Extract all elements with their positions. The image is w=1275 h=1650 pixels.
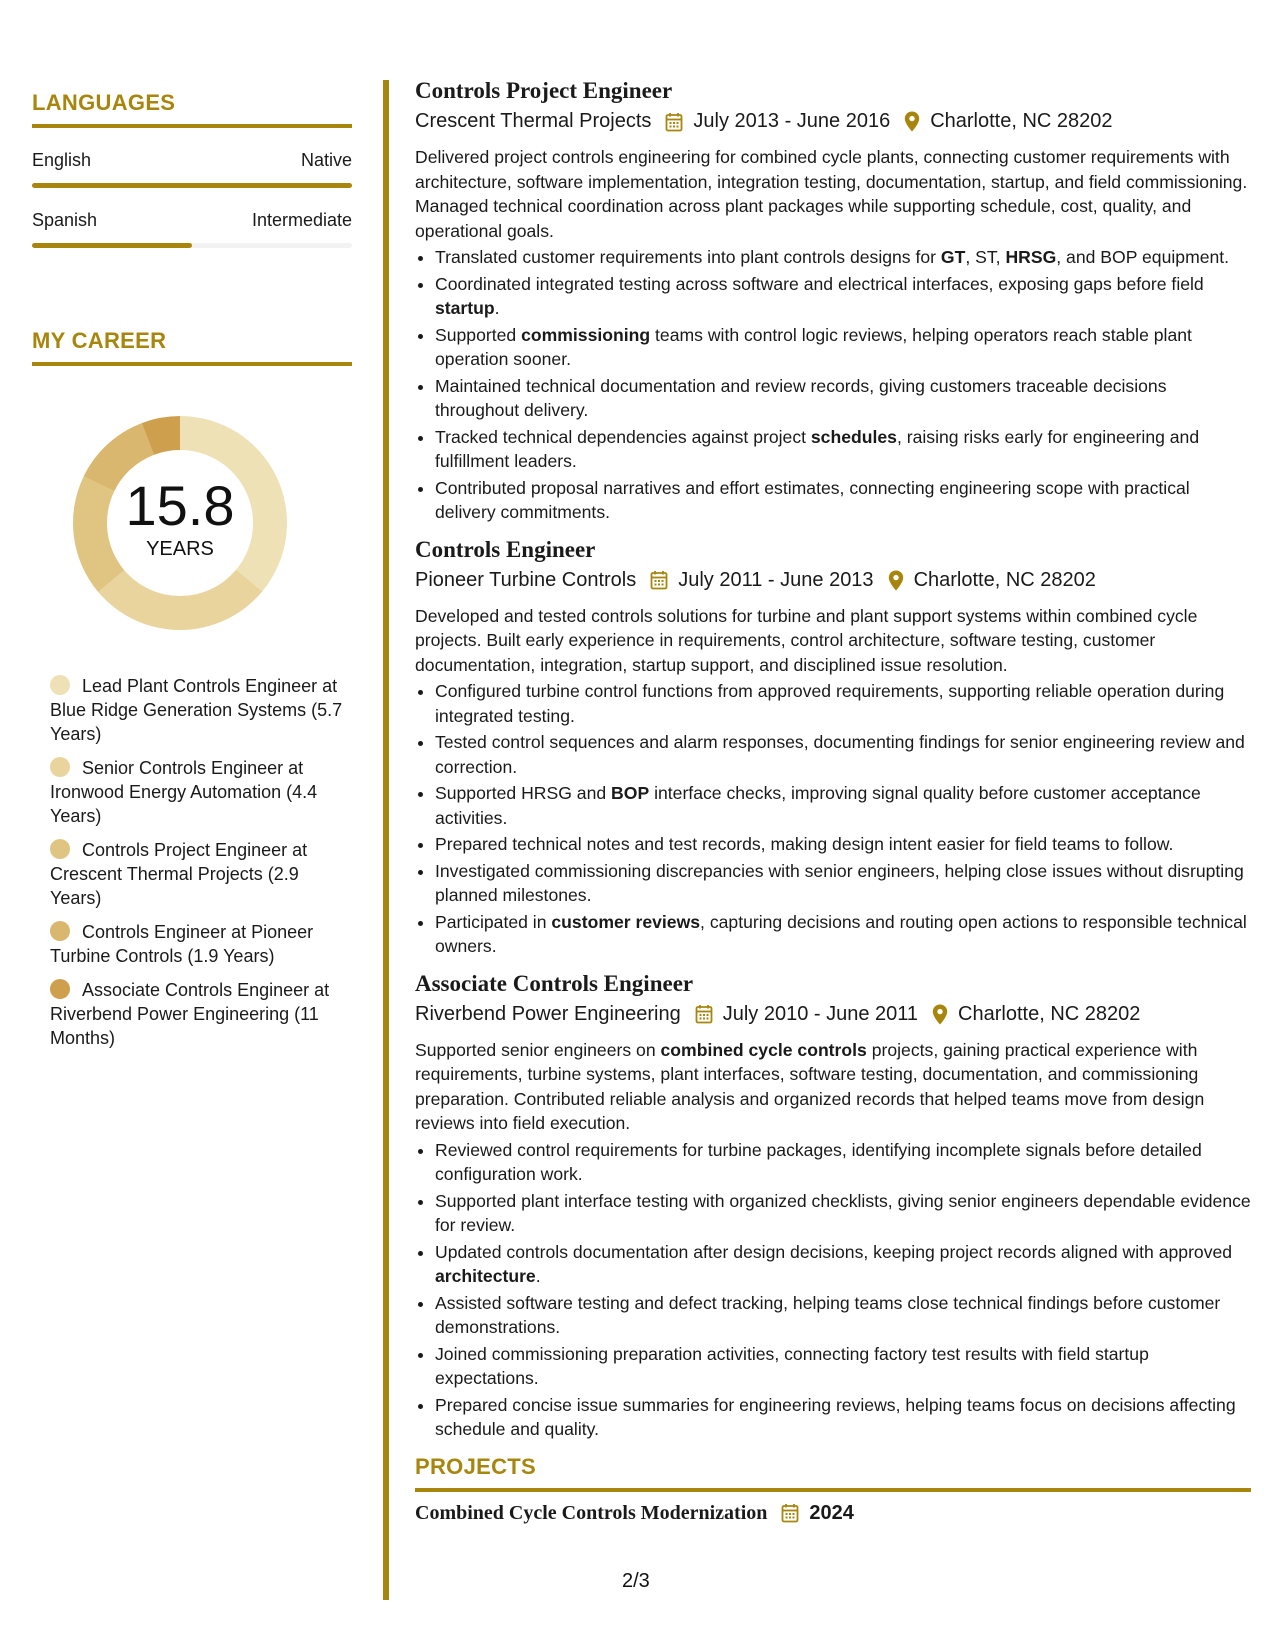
text-run: Configured turbine control functions from approved requirements, supporting reliable operation during integrated testing. [435, 681, 1225, 726]
job-title: Controls Engineer [415, 536, 596, 562]
column-divider [383, 80, 389, 1600]
language-name: Spanish [32, 210, 98, 230]
language-level: Intermediate [251, 210, 352, 230]
languages-heading: LANGUAGES [32, 90, 352, 128]
bullet-item [435, 730, 1251, 779]
job-location: Charlotte, NC 28202 [958, 1002, 1141, 1025]
text-run: Contributed proposal narratives and effort estimates, connecting engineering scope with practical delivery commitments. [435, 477, 1190, 522]
legend-color-dot [50, 839, 70, 859]
job-meta [415, 110, 1251, 133]
language-proficiency-fill [32, 183, 352, 188]
job-entry [415, 537, 1251, 959]
bullet-item [435, 679, 1251, 728]
bullet-item [435, 1240, 1251, 1289]
career-legend-item [50, 920, 352, 968]
text-run: Supported HRSG and [435, 783, 612, 803]
text-run: interface checks, improving signal quality before customer acceptance activities. [435, 783, 1201, 828]
text-run: Participated in [435, 911, 552, 932]
bullet-item [435, 859, 1251, 908]
text-run: Assisted software testing and defect tracking, helping teams close technical findings before customer demonstrations. [435, 1292, 1221, 1337]
bullet-item [435, 781, 1251, 830]
job-entry [415, 971, 1251, 1442]
calendar-icon [665, 112, 683, 132]
legend-label: Controls Project Engineer at Crescent Thermal Projects (2.9 Years) [50, 840, 308, 908]
career-total-unit: YEARS [146, 538, 214, 560]
career-legend [50, 674, 352, 1050]
company-name: Crescent Thermal Projects [415, 110, 652, 132]
bold-text: architecture [435, 1266, 536, 1286]
text-run: Supported [435, 324, 522, 345]
language-row [32, 150, 352, 171]
text-run: Prepared technical notes and test records, making design intent easier for field teams to follow. [435, 834, 1174, 854]
language-proficiency-bar [32, 183, 352, 188]
bold-text: commissioning [521, 324, 651, 345]
career-legend-item [50, 978, 352, 1050]
projects-list [415, 1502, 1251, 1525]
text-run: Joined commissioning preparation activities, connecting factory test results with field startup expectations. [435, 1343, 1149, 1388]
legend-color-dot [50, 921, 70, 941]
bold-text: combined cycle controls [660, 1039, 867, 1060]
bullet-item [435, 1342, 1251, 1391]
bullet-item [435, 832, 1251, 857]
legend-label: Senior Controls Engineer at Ironwood Energy Automation (4.4 Years) [50, 758, 318, 826]
job-summary [415, 1038, 1251, 1136]
career-legend-item [50, 756, 352, 828]
company-name: Pioneer Turbine Controls [415, 568, 637, 591]
job-title: Controls Project Engineer [415, 78, 673, 103]
text-run: projects, gaining practical experience with requirements, turbine systems, plant interfaces, software testing, documentation, and commissioning preparation. Contributed reliable analysis and organized records that helped teams move from design reviews into field execution. [415, 1039, 1205, 1133]
calendar-icon [650, 570, 668, 590]
bullet-item [435, 425, 1251, 474]
text-run: Supported plant interface testing with organized checklists, giving senior engineers dependable evidence for review. [435, 1190, 1251, 1235]
text-run: Maintained technical documentation and review records, giving customers traceable decisions throughout delivery. [435, 375, 1167, 420]
job-entry [415, 78, 1251, 525]
bold-text: startup [435, 298, 495, 318]
job-bullets [415, 1138, 1251, 1442]
bullet-item [435, 374, 1251, 423]
job-bullets [415, 679, 1251, 959]
text-run: Tested control sequences and alarm responses, documenting findings for senior engineering review and correction. [435, 732, 1245, 777]
career-heading: MY CAREER [32, 328, 352, 366]
legend-color-dot [50, 675, 70, 695]
text-run: . [494, 298, 500, 318]
project-year: 2024 [809, 1501, 854, 1524]
bold-text: customer reviews [551, 911, 701, 932]
calendar-icon [695, 1004, 713, 1024]
location-pin-icon [904, 111, 920, 132]
bold-text: BOP [611, 783, 650, 803]
job-dates: July 2010 - June 2011 [722, 1002, 919, 1025]
career-donut-chart [65, 408, 295, 638]
bullet-item [435, 1393, 1251, 1442]
page-number: 2/3 [622, 1570, 650, 1592]
text-run: Coordinated integrated testing across software and electrical interfaces, exposing gaps before field [435, 273, 1204, 294]
text-run: Translated customer requirements into plant controls designs for [435, 247, 941, 267]
career-legend-item [50, 838, 352, 910]
job-location: Charlotte, NC 28202 [930, 110, 1113, 132]
job-dates: July 2011 - June 2013 [678, 568, 874, 591]
bullet-item [435, 323, 1251, 372]
bold-text: schedules [810, 426, 897, 447]
language-proficiency-bar [32, 243, 352, 248]
location-pin-icon [888, 570, 904, 591]
language-row [32, 210, 352, 231]
legend-color-dot [50, 757, 70, 777]
calendar-icon [781, 1503, 799, 1523]
job-meta [415, 569, 1251, 592]
legend-color-dot [50, 979, 70, 999]
location-pin-icon [932, 1004, 948, 1025]
text-run: , raising risks early for engineering and fulfillment leaders. [435, 426, 1200, 471]
job-location: Charlotte, NC 28202 [913, 568, 1096, 591]
project-row [415, 1502, 1251, 1525]
bold-text: GT [940, 247, 966, 267]
legend-label: Controls Engineer at Pioneer Turbine Controls (1.9 Years) [50, 922, 314, 966]
projects-heading: PROJECTS [415, 1454, 1251, 1492]
job-bullets [415, 245, 1251, 525]
text-run: Prepared concise issue summaries for engineering reviews, helping teams focus on decisions affecting schedule and quality. [435, 1394, 1236, 1439]
main-content [415, 78, 1251, 1525]
bullet-item [435, 272, 1251, 321]
job-summary: Delivered project controls engineering for combined cycle plants, connecting customer requirements with architecture, software implementation, integration testing, documentation, startup, and field commissioning. Managed technical coordination across plant packages while supporting schedule, cost, quality, and operational goals. [415, 147, 1248, 241]
bullet-item [435, 1189, 1251, 1238]
text-run: , and BOP equipment. [1056, 247, 1230, 267]
job-title: Associate Controls Engineer [415, 970, 694, 996]
sidebar [32, 90, 352, 1060]
experience-list [415, 78, 1251, 1442]
language-proficiency-fill [32, 243, 192, 248]
text-run: Reviewed control requirements for turbine packages, identifying incomplete signals before detailed configuration work. [435, 1139, 1202, 1184]
project-name: Combined Cycle Controls Modernization [415, 1501, 768, 1524]
text-run: . [535, 1266, 541, 1286]
bullet-item [435, 476, 1251, 525]
bold-text: HRSG [1005, 247, 1057, 267]
job-meta [415, 1003, 1251, 1026]
job-summary: Developed and tested controls solutions for turbine and plant support systems within combined cycle projects. Built early experience in requirements, control architecture, software testing, customer documentation, integration, startup support, and disciplined issue resolution. [415, 605, 1198, 675]
bullet-item [435, 245, 1251, 270]
bullet-item [435, 1138, 1251, 1187]
text-run: Tracked technical dependencies against project [435, 426, 811, 447]
donut-center [65, 408, 295, 638]
text-run: , ST, [965, 247, 1006, 267]
company-name: Riverbend Power Engineering [415, 1002, 681, 1025]
text-run: Updated controls documentation after design decisions, keeping project records aligned with approved [435, 1241, 1233, 1262]
bullet-item [435, 1291, 1251, 1340]
career-legend-item [50, 674, 352, 746]
bullet-item [435, 910, 1251, 959]
career-total-years: 15.8 [125, 474, 235, 537]
legend-label: Associate Controls Engineer at Riverbend Power Engineering (11 Months) [50, 980, 330, 1048]
text-run: Investigated commissioning discrepancies with senior engineers, helping close issues without disrupting planned milestones. [435, 860, 1244, 905]
languages-list [32, 150, 352, 248]
legend-label: Lead Plant Controls Engineer at Blue Ridge Generation Systems (5.7 Years) [50, 676, 343, 744]
text-run: Supported senior engineers on [415, 1039, 661, 1060]
text-run: teams with control logic reviews, helping operators reach stable plant operation sooner. [435, 324, 1192, 369]
job-dates: July 2013 - June 2016 [693, 110, 891, 132]
text-run: , capturing decisions and routing open actions to responsible technical owners. [435, 911, 1247, 956]
language-level: Native [300, 150, 352, 170]
language-name: English [32, 150, 92, 170]
